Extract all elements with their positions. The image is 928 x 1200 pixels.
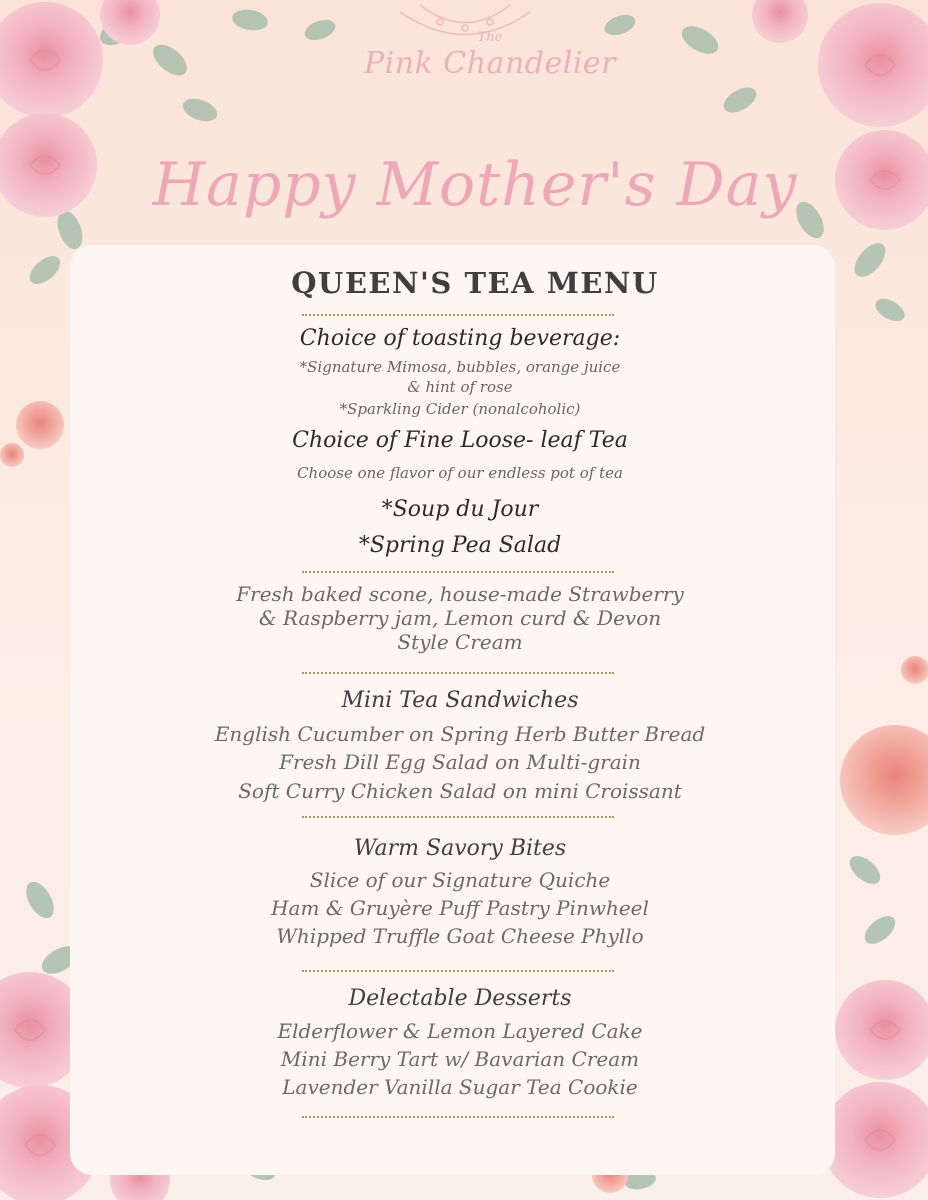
tea-line: Choose one flavor of our endless pot of tea bbox=[297, 464, 623, 482]
toast-line: *Sparkling Cider (nonalcoholic) bbox=[339, 400, 581, 418]
scone-line: & Raspberry jam, Lemon curd & Devon bbox=[258, 606, 662, 630]
menu-item: Fresh Dill Egg Salad on Multi-grain bbox=[279, 750, 641, 774]
menu-item: Slice of our Signature Quiche bbox=[309, 868, 611, 892]
menu-item: Soft Curry Chicken Salad on mini Croissant bbox=[238, 779, 682, 803]
toast-heading: Choice of toasting beverage: bbox=[299, 326, 621, 351]
divider bbox=[302, 672, 614, 674]
menu-item: Lavender Vanilla Sugar Tea Cookie bbox=[282, 1075, 638, 1099]
menu-item: Ham & Gruyère Puff Pastry Pinwheel bbox=[271, 896, 649, 920]
desserts-heading: Delectable Desserts bbox=[348, 986, 572, 1011]
divider bbox=[302, 571, 614, 573]
divider bbox=[302, 970, 614, 972]
toast-line: *Signature Mimosa, bubbles, orange juice bbox=[299, 358, 621, 376]
toast-line: & hint of rose bbox=[407, 378, 513, 396]
soup-item: *Soup du Jour bbox=[381, 497, 539, 522]
menu-item: Whipped Truffle Goat Cheese Phyllo bbox=[276, 924, 644, 948]
headline: Happy Mother's Day bbox=[152, 150, 798, 220]
brand-the: The bbox=[477, 30, 503, 45]
menu-title: QUEEN'S TEA MENU bbox=[291, 266, 659, 300]
menu-item: English Cucumber on Spring Herb Butter Bread bbox=[214, 722, 706, 746]
sandwiches-heading: Mini Tea Sandwiches bbox=[341, 688, 579, 713]
divider bbox=[302, 816, 614, 818]
salad-item: *Spring Pea Salad bbox=[358, 533, 562, 558]
scone-line: Fresh baked scone, house-made Strawberry bbox=[236, 582, 684, 606]
menu-item: Mini Berry Tart w/ Bavarian Cream bbox=[280, 1047, 640, 1071]
brand-name: Pink Chandelier bbox=[363, 46, 617, 81]
divider bbox=[302, 314, 614, 316]
savory-heading: Warm Savory Bites bbox=[353, 836, 567, 861]
menu-item: Elderflower & Lemon Layered Cake bbox=[277, 1019, 643, 1043]
scone-line: Style Cream bbox=[397, 630, 523, 654]
tea-heading: Choice of Fine Loose- leaf Tea bbox=[292, 428, 628, 453]
divider bbox=[302, 1116, 614, 1118]
